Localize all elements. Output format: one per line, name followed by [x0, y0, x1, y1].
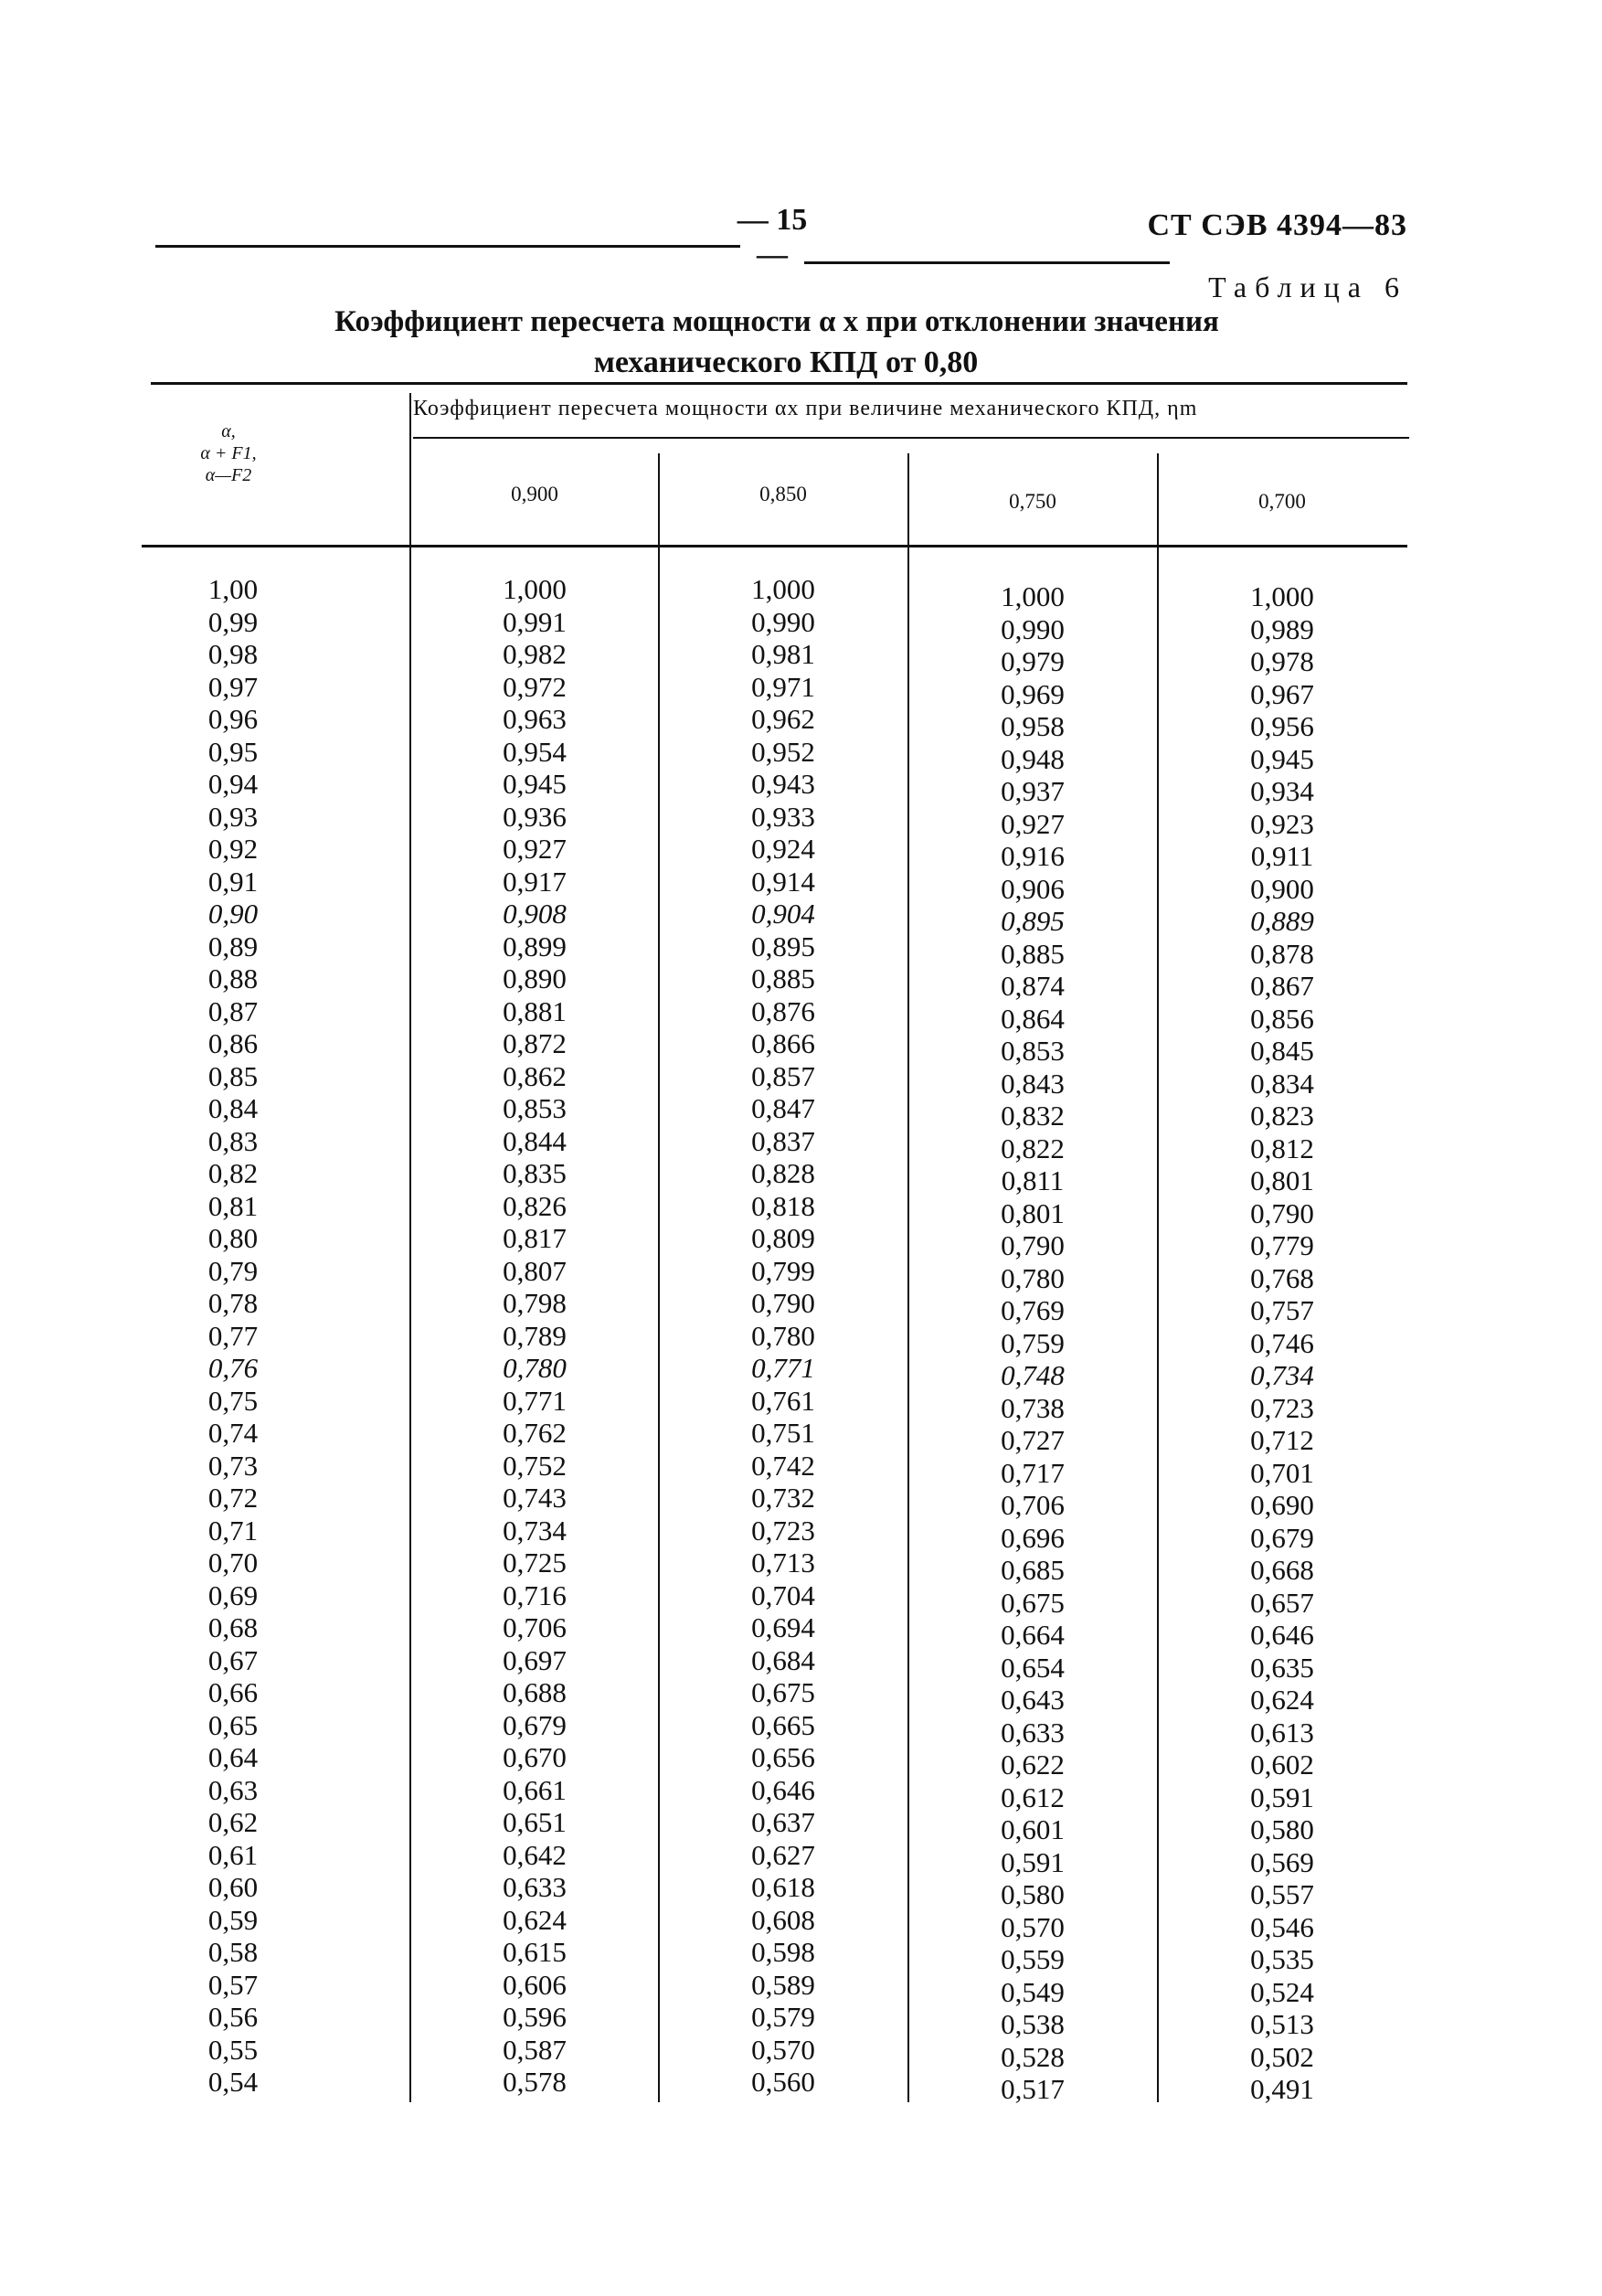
value-cell: 0,668: [1250, 1554, 1314, 1586]
value-cell: 0,916: [1001, 840, 1065, 872]
page-number: — 15 —: [737, 203, 808, 271]
alpha-cell: 0,90: [207, 898, 259, 930]
value-cell: 0,895: [1001, 905, 1065, 937]
value-cell: 0,738: [1001, 1391, 1065, 1424]
value-cell: 0,967: [1250, 677, 1314, 710]
alpha-cell: 0,95: [207, 735, 259, 768]
value-cell: 0,725: [503, 1547, 567, 1578]
alpha-cell: 1,00: [207, 573, 259, 605]
values-column-0750: [918, 580, 1147, 2106]
value-cell: 0,911: [1250, 840, 1314, 872]
value-cell: 0,580: [1250, 1813, 1314, 1845]
column-header-0850: 0,850: [759, 483, 807, 505]
alpha-cell: 0,89: [207, 930, 259, 962]
value-cell: 0,761: [751, 1384, 815, 1417]
value-cell: 0,895: [751, 930, 815, 962]
alpha-cell: 0,56: [207, 2001, 259, 2033]
value-cell: 0,596: [503, 2001, 567, 2033]
value-cell: 0,822: [1001, 1132, 1065, 1164]
value-cell: 0,890: [503, 962, 567, 994]
value-cell: 0,798: [503, 1287, 567, 1319]
value-cell: 0,900: [1250, 872, 1314, 905]
value-cell: 0,768: [1250, 1261, 1314, 1294]
value-cell: 0,914: [751, 865, 815, 898]
value-cell: 0,780: [751, 1319, 815, 1352]
value-cell: 0,989: [1250, 612, 1314, 645]
value-cell: 0,818: [751, 1189, 815, 1222]
value-cell: 0,990: [1001, 612, 1065, 645]
value-cell: 0,690: [1250, 1489, 1314, 1521]
alpha-cell: 0,91: [207, 865, 259, 898]
value-cell: 0,654: [1001, 1651, 1065, 1684]
value-cell: 0,872: [503, 1027, 567, 1059]
value-cell: 0,837: [751, 1124, 815, 1157]
value-cell: 0,570: [751, 2033, 815, 2066]
alpha-cell: 0,85: [207, 1059, 259, 1092]
header-rule-left: [155, 245, 740, 248]
value-cell: 0,826: [503, 1189, 567, 1222]
value-cell: 0,969: [1001, 677, 1065, 710]
value-cell: 0,956: [1250, 710, 1314, 742]
column-header-0900: 0,900: [511, 483, 558, 505]
value-cell: 0,862: [503, 1059, 567, 1092]
value-cell: 0,874: [1001, 970, 1065, 1002]
value-cell: 0,569: [1250, 1845, 1314, 1878]
value-cell: 0,823: [1250, 1100, 1314, 1132]
alpha-cell: 0,60: [207, 1871, 259, 1903]
value-cell: 0,857: [751, 1059, 815, 1092]
value-cell: 0,656: [751, 1741, 815, 1773]
value-cell: 0,661: [503, 1773, 567, 1806]
stub-divider: [409, 393, 411, 2102]
table-title-line2: механического КПД от 0,80: [593, 345, 979, 379]
value-cell: 0,933: [751, 800, 815, 833]
value-cell: 0,651: [503, 1806, 567, 1838]
value-cell: 0,807: [503, 1254, 567, 1287]
alpha-cell: 0,69: [207, 1578, 259, 1611]
value-cell: 0,598: [751, 1936, 815, 1968]
value-cell: 0,549: [1001, 1975, 1065, 2008]
value-cell: 0,881: [503, 994, 567, 1027]
value-cell: 0,665: [751, 1708, 815, 1741]
value-cell: 0,885: [751, 962, 815, 994]
value-cell: 0,801: [1001, 1196, 1065, 1229]
value-cell: 0,864: [1001, 1002, 1065, 1035]
value-cell: 0,612: [1001, 1780, 1065, 1813]
values-column-0850: [669, 573, 897, 2099]
value-cell: 0,799: [751, 1254, 815, 1287]
value-cell: 0,945: [1250, 742, 1314, 775]
col-divider-2: [907, 453, 909, 2102]
values-column-0900: [420, 573, 649, 2099]
value-cell: 0,780: [503, 1352, 567, 1384]
value-cell: 0,927: [503, 833, 567, 865]
value-cell: 0,701: [1250, 1456, 1314, 1489]
value-cell: 1,000: [751, 573, 815, 605]
col-divider-3: [1157, 453, 1159, 2102]
alpha-cell: 0,74: [207, 1417, 259, 1449]
value-cell: 0,934: [1250, 775, 1314, 807]
value-cell: 0,847: [751, 1092, 815, 1124]
value-cell: 0,697: [503, 1643, 567, 1676]
alpha-cell: 0,58: [207, 1936, 259, 1968]
alpha-cell: 0,55: [207, 2033, 259, 2066]
value-cell: 0,748: [1001, 1359, 1065, 1391]
alpha-cell: 0,65: [207, 1708, 259, 1741]
value-cell: 0,602: [1250, 1749, 1314, 1780]
column-header-0750: 0,750: [1009, 490, 1056, 513]
alpha-cell: 0,94: [207, 768, 259, 800]
value-cell: 0,762: [503, 1417, 567, 1449]
value-cell: 0,646: [1250, 1619, 1314, 1651]
value-cell: 0,579: [751, 2001, 815, 2033]
alpha-cell: 0,77: [207, 1319, 259, 1352]
value-cell: 0,570: [1001, 1910, 1065, 1943]
values-column-0700: [1168, 580, 1396, 2106]
value-cell: 0,937: [1001, 775, 1065, 807]
value-cell: 0,615: [503, 1936, 567, 1968]
alpha-cell: 0,59: [207, 1903, 259, 1936]
value-cell: 0,727: [1001, 1424, 1065, 1456]
value-cell: 0,817: [503, 1222, 567, 1254]
value-cell: 0,752: [503, 1449, 567, 1482]
value-cell: 0,502: [1250, 2040, 1314, 2073]
value-cell: 0,601: [1001, 1813, 1065, 1845]
value-cell: 0,589: [751, 1968, 815, 2001]
value-cell: 0,635: [1250, 1651, 1314, 1684]
value-cell: 1,000: [1001, 580, 1065, 612]
value-cell: 0,771: [503, 1384, 567, 1417]
alpha-cell: 0,54: [207, 2066, 259, 2098]
value-cell: 0,591: [1250, 1780, 1314, 1813]
alpha-cell: 0,66: [207, 1676, 259, 1708]
header-rule-right: [804, 261, 1170, 264]
document-code: СТ СЭВ 4394—83: [1147, 208, 1407, 242]
value-cell: 0,716: [503, 1578, 567, 1611]
value-cell: 0,856: [1250, 1002, 1314, 1035]
value-cell: 0,790: [751, 1287, 815, 1319]
value-cell: 0,743: [503, 1482, 567, 1514]
table-title-line1: Коэффициент пересчета мощности α x при отклонении значения: [334, 305, 1219, 338]
value-cell: 0,704: [751, 1578, 815, 1611]
alpha-cell: 0,75: [207, 1384, 259, 1417]
value-cell: 0,834: [1250, 1067, 1314, 1100]
value-cell: 0,706: [1001, 1489, 1065, 1521]
alpha-cell: 0,92: [207, 833, 259, 865]
alpha-cell: 0,80: [207, 1222, 259, 1254]
alpha-cell: 0,84: [207, 1092, 259, 1124]
value-cell: 0,899: [503, 930, 567, 962]
value-cell: 0,945: [503, 768, 567, 800]
value-cell: 0,835: [503, 1157, 567, 1189]
value-cell: 0,637: [751, 1806, 815, 1838]
alpha-cell: 0,99: [207, 605, 259, 638]
value-cell: 0,943: [751, 768, 815, 800]
value-cell: 0,789: [503, 1319, 567, 1352]
value-cell: 0,971: [751, 670, 815, 703]
value-cell: 0,801: [1250, 1164, 1314, 1196]
value-cell: 0,613: [1250, 1716, 1314, 1749]
alpha-cell: 0,67: [207, 1643, 259, 1676]
value-cell: 0,771: [751, 1352, 815, 1384]
value-cell: 0,664: [1001, 1619, 1065, 1651]
value-cell: 0,608: [751, 1903, 815, 1936]
value-cell: 0,734: [1250, 1359, 1314, 1391]
value-cell: 0,924: [751, 833, 815, 865]
value-cell: 0,580: [1001, 1878, 1065, 1910]
value-cell: 0,528: [1001, 2040, 1065, 2073]
value-cell: 0,670: [503, 1741, 567, 1773]
value-cell: 0,732: [751, 1482, 815, 1514]
alpha-cell: 0,86: [207, 1027, 259, 1059]
alpha-cell: 0,98: [207, 638, 259, 670]
value-cell: 0,876: [751, 994, 815, 1027]
table-label: Таблица 6: [1208, 271, 1407, 303]
value-cell: 0,978: [1250, 645, 1314, 677]
value-cell: 0,843: [1001, 1067, 1065, 1100]
value-cell: 0,643: [1001, 1684, 1065, 1716]
value-cell: 0,578: [503, 2066, 567, 2098]
value-cell: 0,845: [1250, 1035, 1314, 1067]
value-cell: 0,866: [751, 1027, 815, 1059]
value-cell: 0,622: [1001, 1749, 1065, 1780]
group-header-rule: [413, 437, 1409, 439]
value-cell: 0,962: [751, 703, 815, 735]
stub-header-line: α + F1,: [200, 443, 257, 463]
value-cell: 0,535: [1250, 1943, 1314, 1975]
value-cell: 0,657: [1250, 1586, 1314, 1619]
value-cell: 0,685: [1001, 1554, 1065, 1586]
column-header-0700: 0,700: [1258, 490, 1306, 513]
alpha-cell: 0,61: [207, 1838, 259, 1871]
value-cell: 0,712: [1250, 1424, 1314, 1456]
value-cell: 0,769: [1001, 1294, 1065, 1326]
value-cell: 1,000: [1250, 580, 1314, 612]
value-cell: 0,832: [1001, 1100, 1065, 1132]
alpha-cell: 0,97: [207, 670, 259, 703]
value-cell: 0,591: [1001, 1845, 1065, 1878]
group-header: Коэффициент пересчета мощности αx при величине механического КПД, ηm: [413, 397, 1198, 420]
value-cell: 0,517: [1001, 2073, 1065, 2105]
value-cell: 0,982: [503, 638, 567, 670]
value-cell: 0,559: [1001, 1943, 1065, 1975]
value-cell: 0,991: [503, 605, 567, 638]
value-cell: 0,675: [751, 1676, 815, 1708]
value-cell: 0,633: [1001, 1716, 1065, 1749]
alpha-cell: 0,62: [207, 1806, 259, 1838]
value-cell: 0,546: [1250, 1910, 1314, 1943]
value-cell: 0,972: [503, 670, 567, 703]
value-cell: 0,746: [1250, 1326, 1314, 1359]
value-cell: 0,606: [503, 1968, 567, 2001]
table-top-rule: [151, 382, 1407, 385]
value-cell: 0,780: [1001, 1261, 1065, 1294]
header-bottom-rule: [142, 545, 1407, 547]
value-cell: 0,811: [1001, 1164, 1065, 1196]
alpha-cell: 0,71: [207, 1514, 259, 1547]
value-cell: 0,948: [1001, 742, 1065, 775]
alpha-cell: 0,70: [207, 1547, 259, 1578]
alpha-cell: 0,87: [207, 994, 259, 1027]
value-cell: 0,878: [1250, 937, 1314, 970]
value-cell: 0,633: [503, 1871, 567, 1903]
value-cell: 0,624: [1250, 1684, 1314, 1716]
value-cell: 0,779: [1250, 1229, 1314, 1261]
value-cell: 0,906: [1001, 872, 1065, 905]
value-cell: 0,679: [1250, 1521, 1314, 1554]
value-cell: 0,963: [503, 703, 567, 735]
value-cell: 0,688: [503, 1676, 567, 1708]
value-cell: 0,757: [1250, 1294, 1314, 1326]
value-cell: 0,679: [503, 1708, 567, 1741]
value-cell: 0,491: [1250, 2073, 1314, 2105]
alpha-cell: 0,72: [207, 1482, 259, 1514]
value-cell: 0,675: [1001, 1586, 1065, 1619]
alpha-cell: 0,82: [207, 1157, 259, 1189]
value-cell: 0,917: [503, 865, 567, 898]
value-cell: 0,713: [751, 1547, 815, 1578]
alpha-cell: 0,93: [207, 800, 259, 833]
value-cell: 0,958: [1001, 710, 1065, 742]
value-cell: 1,000: [503, 573, 567, 605]
value-cell: 0,828: [751, 1157, 815, 1189]
value-cell: 0,694: [751, 1611, 815, 1643]
value-cell: 0,927: [1001, 807, 1065, 840]
alpha-cell: 0,83: [207, 1124, 259, 1157]
value-cell: 0,889: [1250, 905, 1314, 937]
value-cell: 0,936: [503, 800, 567, 833]
value-cell: 0,618: [751, 1871, 815, 1903]
value-cell: 0,853: [1001, 1035, 1065, 1067]
value-cell: 0,790: [1250, 1196, 1314, 1229]
stub-header: [155, 420, 302, 486]
value-cell: 0,560: [751, 2066, 815, 2098]
value-cell: 0,624: [503, 1903, 567, 1936]
value-cell: 0,979: [1001, 645, 1065, 677]
value-cell: 0,696: [1001, 1521, 1065, 1554]
alpha-cell: 0,81: [207, 1189, 259, 1222]
alpha-cell: 0,78: [207, 1287, 259, 1319]
alpha-cell: 0,76: [207, 1352, 259, 1384]
value-cell: 0,844: [503, 1124, 567, 1157]
alpha-column: [119, 573, 347, 2099]
value-cell: 0,885: [1001, 937, 1065, 970]
value-cell: 0,952: [751, 735, 815, 768]
alpha-cell: 0,57: [207, 1968, 259, 2001]
value-cell: 0,853: [503, 1092, 567, 1124]
value-cell: 0,513: [1250, 2008, 1314, 2040]
value-cell: 0,908: [503, 898, 567, 930]
value-cell: 0,642: [503, 1838, 567, 1871]
value-cell: 0,627: [751, 1838, 815, 1871]
value-cell: 0,587: [503, 2033, 567, 2066]
alpha-cell: 0,88: [207, 962, 259, 994]
value-cell: 0,990: [751, 605, 815, 638]
value-cell: 0,809: [751, 1222, 815, 1254]
value-cell: 0,751: [751, 1417, 815, 1449]
value-cell: 0,954: [503, 735, 567, 768]
value-cell: 0,557: [1250, 1878, 1314, 1910]
value-cell: 0,981: [751, 638, 815, 670]
value-cell: 0,867: [1250, 970, 1314, 1002]
value-cell: 0,646: [751, 1773, 815, 1806]
value-cell: 0,923: [1250, 807, 1314, 840]
value-cell: 0,723: [751, 1514, 815, 1547]
alpha-cell: 0,63: [207, 1773, 259, 1806]
value-cell: 0,904: [751, 898, 815, 930]
col-divider-1: [658, 453, 660, 2102]
alpha-cell: 0,68: [207, 1611, 259, 1643]
value-cell: 0,706: [503, 1611, 567, 1643]
value-cell: 0,742: [751, 1449, 815, 1482]
alpha-cell: 0,96: [207, 703, 259, 735]
alpha-cell: 0,79: [207, 1254, 259, 1287]
alpha-cell: 0,64: [207, 1741, 259, 1773]
value-cell: 0,723: [1250, 1391, 1314, 1424]
alpha-cell: 0,73: [207, 1449, 259, 1482]
value-cell: 0,790: [1001, 1229, 1065, 1261]
value-cell: 0,538: [1001, 2008, 1065, 2040]
value-cell: 0,524: [1250, 1975, 1314, 2008]
value-cell: 0,759: [1001, 1326, 1065, 1359]
value-cell: 0,734: [503, 1514, 567, 1547]
stub-header-line: α,: [221, 421, 236, 441]
stub-header-line: α—F2: [205, 465, 252, 485]
value-cell: 0,717: [1001, 1456, 1065, 1489]
value-cell: 0,812: [1250, 1132, 1314, 1164]
value-cell: 0,684: [751, 1643, 815, 1676]
